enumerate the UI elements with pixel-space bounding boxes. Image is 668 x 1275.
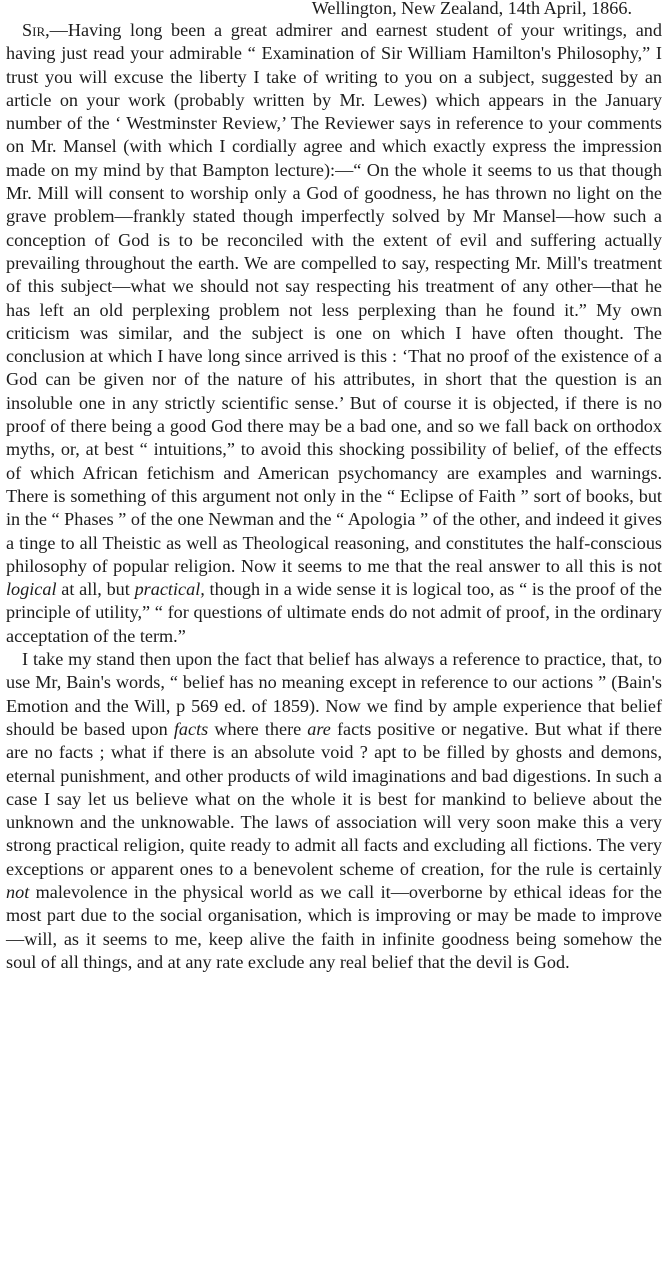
text-run: at all, but (56, 579, 135, 600)
text-run: I take my stand then upon the fact that belief has always a reference to practice, that, to use Mr, Bain's words, “ belief has no meaning except in reference to our actions ” (Bain's Emotion and the Will, p 569 ed. of 1859). Now we find by ample experience that belief should be based upon (6, 649, 662, 739)
text-run: ,—Having long been a great admirer and earnest student of your writings, and having just read your admirable “ Examination of Sir William Hamilton's Philosophy,” I trust you will excuse the liberty I take of writing to you on a subject, suggested by an article on your work (probably written by Mr. Lewes) which appears in the January number of the ‘ Westminster Review,’ The Reviewer says in reference to your comments on Mr. Mansel (with which I cordially agree and which exactly express the impression made on my mind by that Bampton lecture):—“ On the whole it seems to us that though Mr. Mill will consent to worship only a God of goodness, he has thrown no light on the grave problem—frankly stated though imperfectly solved by Mr Mansel—how such a conception of God is to be reconciled with the extent of evil and suffering actually prevailing throughout the earth. We are compelled to say, respecting Mr. Mill's treatment of this subject—what we should not say respecting his treatment of any other—that he has left an old perplexing problem not less perplexing than he found it.” My own criticism was similar, and the subject is one on which I have often thought. The conclusion at which I have long since arrived is this : ‘That no proof of the existence of a God can be given nor of the nature of his attributes, in short that the question is an insoluble one in any strictly scientific sense.’ But of course it is objected, if there is no proof of there being a good God there may be a bad one, and so we fall back on orthodox myths, or, at best “ intuitions,” to avoid this shocking possibility of belief, of the effects of which African fetichism and American psychomancy are examples and warnings. There is something of this argument not only in the “ Eclipse of Faith ” sort of books, but in the “ Phases ” of the one Newman and the “ Apologia ” of the other, and indeed it gives a tinge to all Theistic as well as Theological reasoning, and constitutes the half-conscious philosophy of popular religion. Now it seems to me that the real answer to all this is not (6, 20, 662, 576)
text-run: facts positive or negative. But what if there are no facts ; what if there is an absolute void ? apt to be filled by ghosts and demons, eternal punishment, and other products of wild imaginations and bad digestions. In such a case I say let us believe what on the whole it is best for mankind to believe about the unknown and the unknowable. The laws of association will very soon make this a very strong practical religion, quite ready to admit all facts and excluding all fictions. The very exceptions or apparent ones to a benevolent scheme of creation, for the rule is certainly (6, 718, 662, 879)
italic-emphasis: are (307, 718, 331, 739)
letter-paragraph (6, 648, 662, 974)
salutation: Sir (22, 20, 46, 40)
dateline: Wellington, New Zealand, 14th April, 1866. (311, 0, 632, 18)
letter-paragraph (6, 19, 662, 648)
text-run: though in a wide sense it is logical too, as “ is the proof of the principle of utility,” “ for questions of ultimate ends do not admit of proof, in the ordinary acceptation of the term.” (6, 579, 663, 646)
text-run: malevolence in the physical world as we call it—overborne by ethical ideas for the most part due to the social organisation, which is improving or may be made to improve—will, as it seems to me, keep alive the faith in infinite goodness being somehow the soul of all things, and at any rate exclude any real belief that the devil is God. (6, 881, 662, 972)
text-run: where there (208, 718, 308, 739)
italic-emphasis: not (6, 881, 30, 902)
italic-emphasis: practical, (134, 579, 205, 600)
italic-emphasis: facts (173, 718, 209, 739)
letter-body (6, 19, 662, 974)
italic-emphasis: logical (6, 579, 57, 600)
